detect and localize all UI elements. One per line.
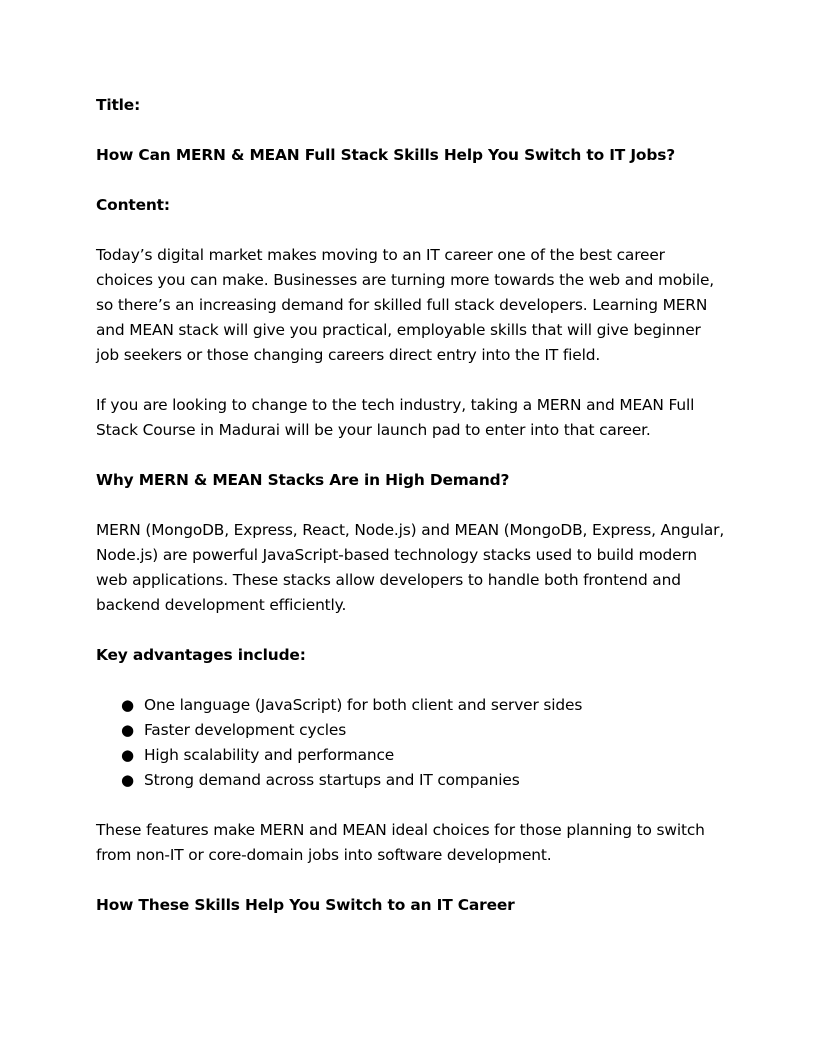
content-label: Content: — [96, 196, 170, 214]
section-heading-demand: Why MERN & MEAN Stacks Are in High Demand? — [96, 471, 510, 489]
bullet-icon: ● — [121, 696, 134, 714]
list-item-text: High scalability and performance — [144, 746, 395, 764]
advantages-list — [96, 693, 726, 793]
list-item — [96, 768, 726, 793]
intro-paragraph: Today’s digital market makes moving to an IT career one of the best career choices you can make. Businesses are turning more towards the web and mobile, so there’s an increasing demand for skilled full stack developers. Learning MERN and MEAN stack will give you practical, employable skills that will give beginner job seekers or those changing careers direct entry into the IT field. — [96, 246, 715, 364]
list-item — [96, 693, 726, 718]
course-paragraph: If you are looking to change to the tech industry, taking a MERN and MEAN Full Stack Course in Madurai will be your launch pad to enter into that career. — [96, 396, 695, 439]
section-heading-career: How These Skills Help You Switch to an IT Career — [96, 896, 515, 914]
list-item — [96, 743, 726, 768]
bullet-icon: ● — [121, 771, 134, 789]
list-item-text: Faster development cycles — [144, 721, 347, 739]
features-paragraph: These features make MERN and MEAN ideal choices for those planning to switch from non-IT or core-domain jobs into software development. — [96, 821, 705, 864]
document-page — [96, 93, 726, 943]
bullet-icon: ● — [121, 721, 134, 739]
document-title: How Can MERN & MEAN Full Stack Skills Help You Switch to IT Jobs? — [96, 146, 676, 164]
list-item-text: Strong demand across startups and IT companies — [144, 771, 520, 789]
list-item — [96, 718, 726, 743]
bullet-icon: ● — [121, 746, 134, 764]
advantages-heading: Key advantages include: — [96, 646, 306, 664]
stacks-paragraph: MERN (MongoDB, Express, React, Node.js) and MEAN (MongoDB, Express, Angular, Node.js) are powerful JavaScript-based technology stacks used to build modern web applications. These stacks allow developers to handle both frontend and backend development efficiently. — [96, 521, 725, 614]
title-label: Title: — [96, 96, 141, 114]
list-item-text: One language (JavaScript) for both client and server sides — [144, 696, 583, 714]
